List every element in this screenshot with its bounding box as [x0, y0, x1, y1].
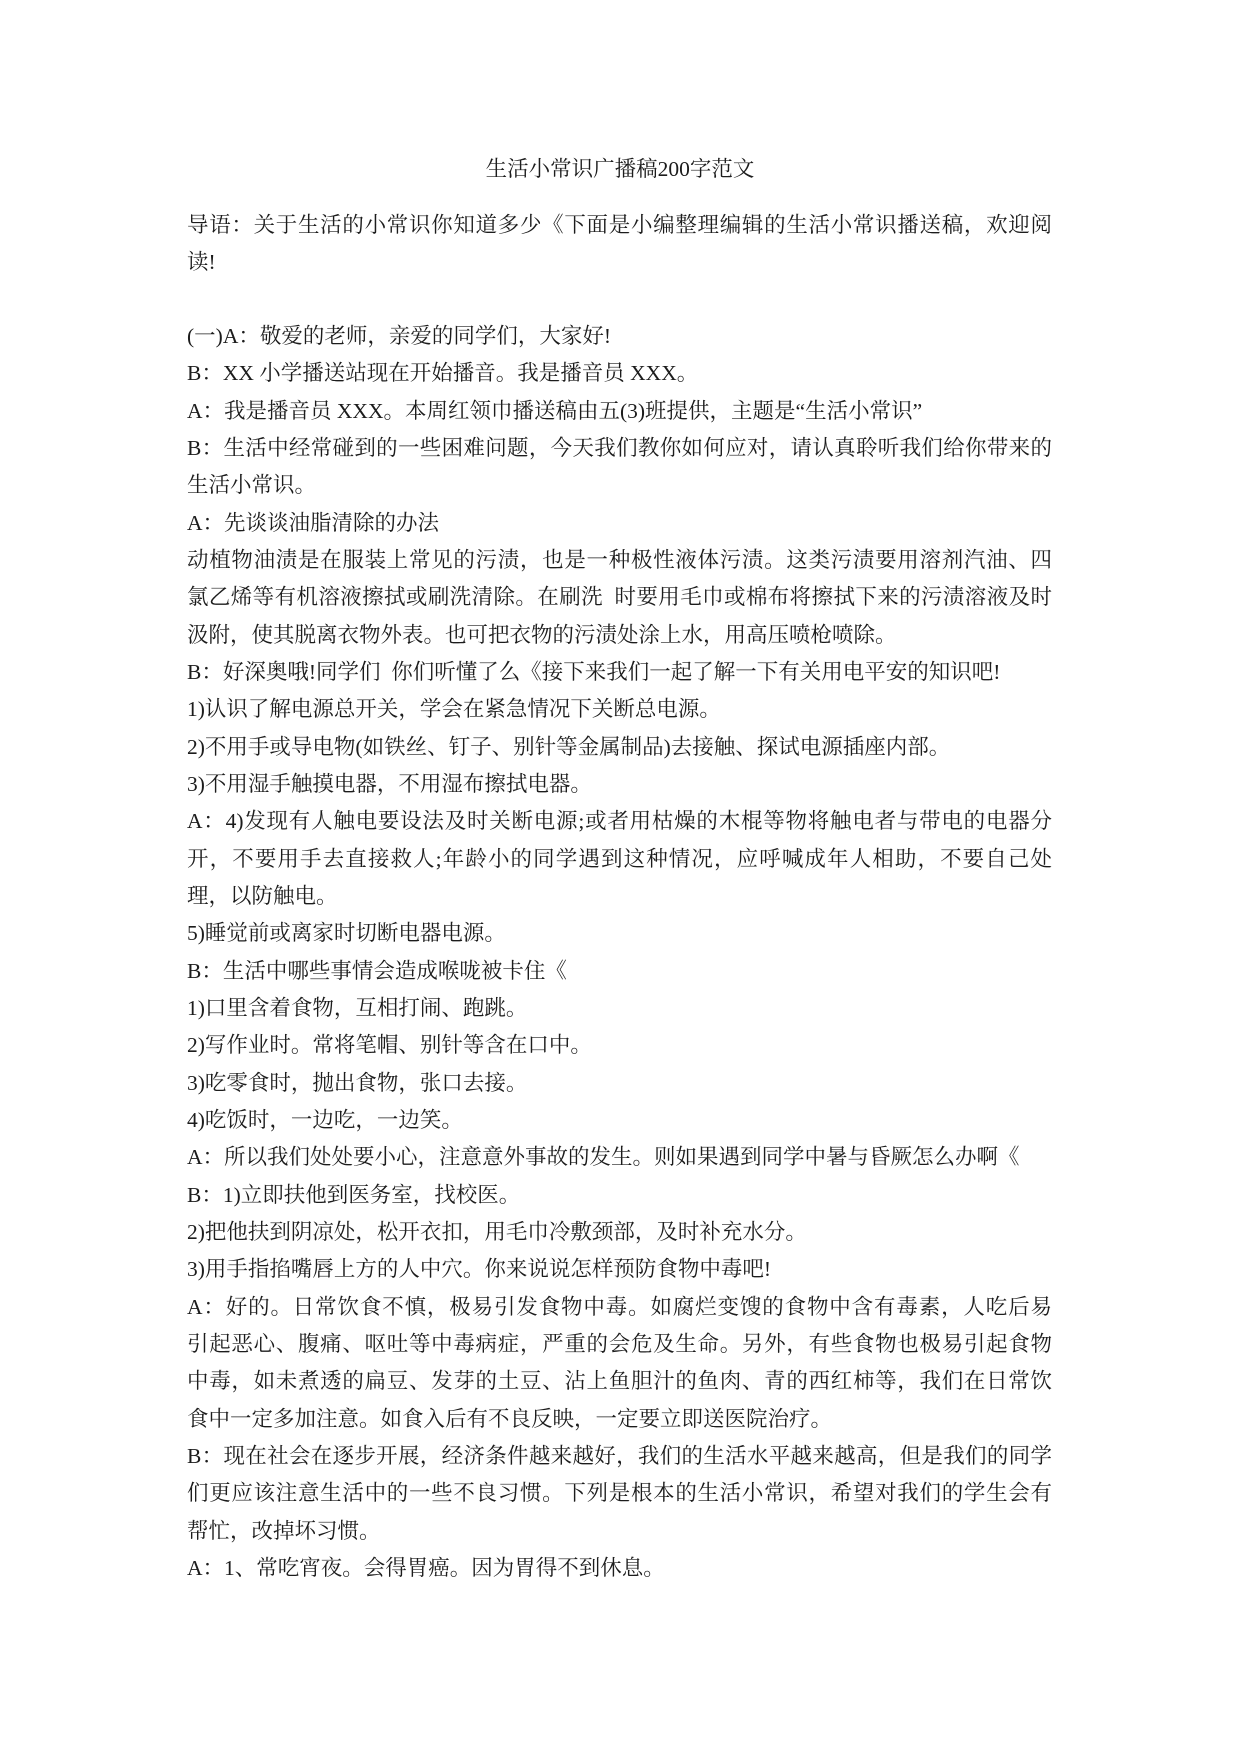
text-line: 引起恶心、腹痛、呕吐等中毒病症，严重的会危及生命。另外，有些食物也极易引起食物 — [187, 1331, 1052, 1356]
text-line: 动植物油渍是在服装上常见的污渍，也是一种极性液体污渍。这类污渍要用溶剂汽油、四 — [187, 547, 1052, 572]
text-line: B：生活中哪些事情会造成喉咙被卡住《 — [187, 958, 567, 983]
text-line: A：4)发现有人触电要设法及时关断电源;或者用枯燥的木棍等物将触电者与带电的电器分 — [187, 809, 1052, 834]
text-line: 生活小常识。 — [187, 473, 317, 498]
list-item — [187, 1102, 1052, 1139]
list-item — [187, 1177, 1052, 1214]
list-item — [187, 1251, 1052, 1288]
text-line: 2)把他扶到阴凉处，松开衣扣，用毛巾冷敷颈部，及时补充水分。 — [187, 1219, 807, 1244]
text-line: A：1、常吃宵夜。会得胃癌。因为胃得不到休息。 — [187, 1555, 665, 1580]
list-item — [187, 803, 1052, 915]
list-item — [187, 691, 1052, 728]
list-item — [187, 766, 1052, 803]
list-item — [187, 915, 1052, 952]
paragraph — [187, 654, 1052, 691]
paragraph — [187, 542, 1052, 654]
paragraph — [187, 355, 1052, 392]
text-line: 中毒，如未煮透的扁豆、发芽的土豆、沾上鱼胆汁的鱼肉、青的西红柿等，我们在日常饮 — [187, 1369, 1052, 1394]
intro-paragraph — [187, 207, 1052, 282]
paragraph — [187, 1550, 1052, 1587]
text-line: 3)吃零食时，抛出食物，张口去接。 — [187, 1070, 528, 1095]
list-item — [187, 729, 1052, 766]
text-line: A：先谈谈油脂清除的办法 — [187, 510, 440, 535]
paragraph — [187, 318, 1052, 355]
paragraph — [187, 1289, 1052, 1438]
paragraph — [187, 505, 1052, 542]
paragraph — [187, 430, 1052, 505]
text-line: 们更应该注意生活中的一些不良习惯。下列是根本的生活小常识，希望对我们的学生会有 — [187, 1481, 1052, 1506]
text-line: 帮忙，改掉坏习惯。 — [187, 1518, 381, 1543]
text-line: 氯乙烯等有机溶液擦拭或刷洗清除。在刷洗 时要用毛巾或棉布将擦拭下来的污渍溶液及时 — [187, 585, 1052, 610]
text-line: 1)认识了解电源总开关，学会在紧急情况下关断总电源。 — [187, 697, 721, 722]
list-item — [187, 1065, 1052, 1102]
text-line: 2)写作业时。常将笔帽、别针等含在口中。 — [187, 1033, 592, 1058]
text-line: 导语：关于生活的小常识你知道多少《下面是小编整理编辑的生活小常识播送稿，欢迎阅 — [187, 213, 1052, 237]
text-line: 理，以防触电。 — [187, 883, 338, 908]
text-line: B：好深奥哦!同学们 你们听懂了么《接下来我们一起了解一下有关用电平安的知识吧! — [187, 659, 1001, 684]
paragraph — [187, 393, 1052, 430]
paragraph — [187, 1438, 1052, 1550]
text-line: B：1)立即扶他到医务室，找校医。 — [187, 1182, 521, 1207]
text-line: 4)吃饭时，一边吃，一边笑。 — [187, 1107, 463, 1132]
list-item — [187, 1214, 1052, 1251]
text-line: 1)口里含着食物，互相打闹、跑跳。 — [187, 995, 528, 1020]
text-line: 5)睡觉前或离家时切断电器电源。 — [187, 921, 506, 946]
document-body — [187, 318, 1052, 1587]
text-line: A：我是播音员 XXX。本周红领巾播送稿由五(3)班提供，主题是“生活小常识” — [187, 398, 923, 423]
text-line: 2)不用手或导电物(如铁丝、钉子、别针等金属制品)去接触、探试电源插座内部。 — [187, 734, 951, 759]
paragraph — [187, 1139, 1052, 1176]
document-title: 生活小常识广播稿200字范文 — [485, 157, 755, 181]
text-line: (一)A：敬爱的老师，亲爱的同学们，大家好! — [187, 324, 612, 348]
text-line: B：生活中经常碰到的一些困难问题，今天我们教你如何应对，请认真聆听我们给你带来的 — [187, 435, 1052, 460]
text-line: 读! — [187, 250, 216, 275]
text-line: 食中一定多加注意。如食入后有不良反映，一定要立即送医院治疗。 — [187, 1406, 833, 1431]
text-line: B：现在社会在逐步开展，经济条件越来越好，我们的生活水平越来越高，但是我们的同学 — [187, 1443, 1052, 1468]
list-item — [187, 990, 1052, 1027]
paragraph — [187, 953, 1052, 990]
text-line: B：XX 小学播送站现在开始播音。我是播音员 XXX。 — [187, 361, 699, 386]
text-line: 3)用手指掐嘴唇上方的人中穴。你来说说怎样预防食物中毒吧! — [187, 1257, 772, 1282]
text-line: 汲附，使其脱离衣物外表。也可把衣物的污渍处涂上水，用高压喷枪喷除。 — [187, 622, 897, 647]
list-item — [187, 1027, 1052, 1064]
text-line: 3)不用湿手触摸电器，不用湿布擦拭电器。 — [187, 771, 592, 796]
text-line: A：好的。日常饮食不慎，极易引发食物中毒。如腐烂变馊的食物中含有毒素，人吃后易 — [187, 1294, 1052, 1319]
text-line: 开，不要用手去直接救人;年龄小的同学遇到这种情况，应呼喊成年人相助，不要自己处 — [187, 846, 1052, 871]
text-line: A：所以我们处处要小心，注意意外事故的发生。则如果遇到同学中暑与昏厥怎么办啊《 — [187, 1145, 1020, 1170]
